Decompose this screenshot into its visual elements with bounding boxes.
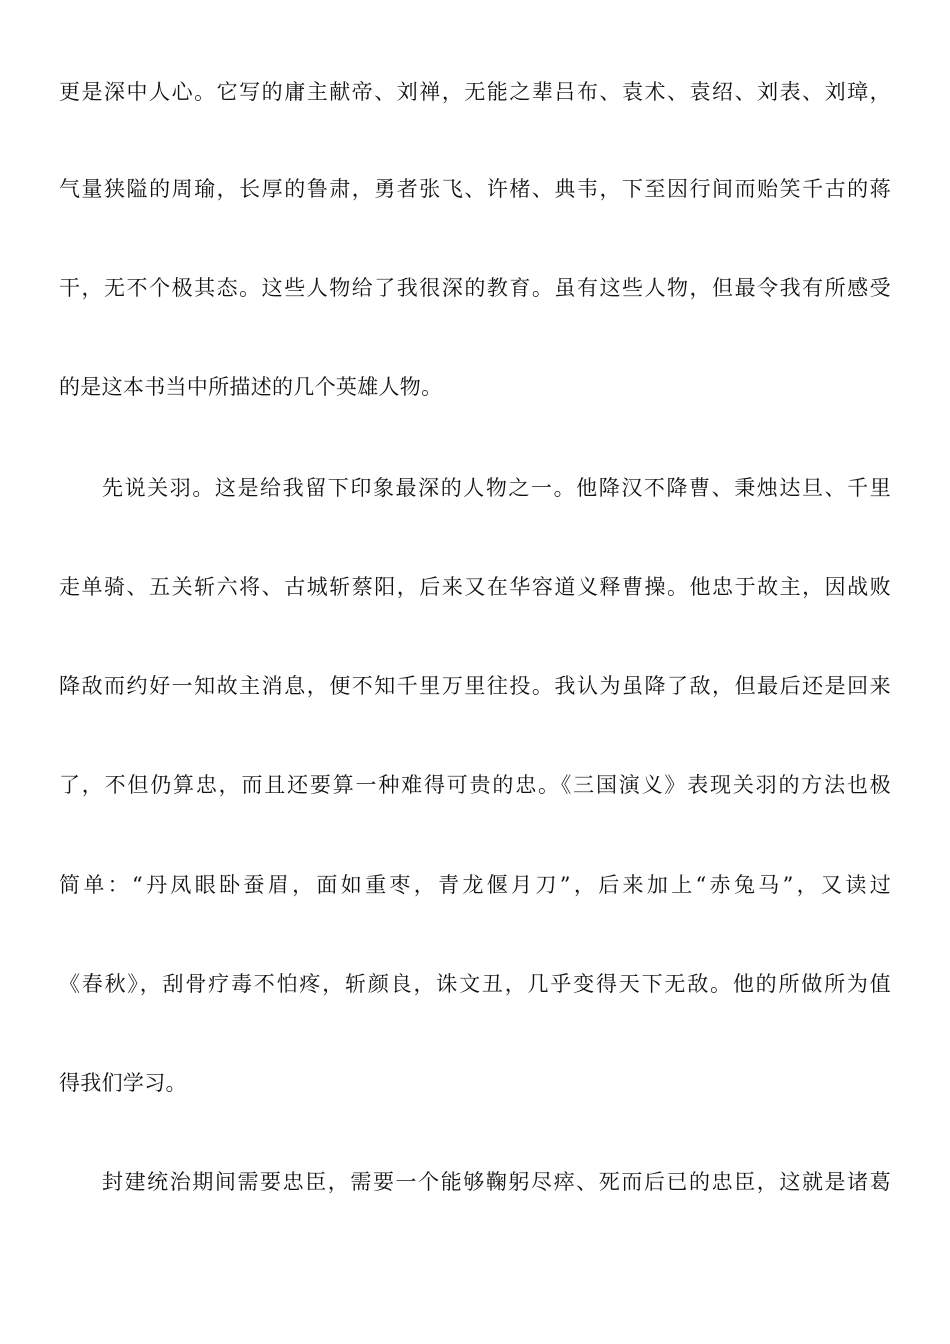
text-line-6: 走单骑、五关斩六将、古城斩蔡阳，后来又在华容道义释曹操。他忠于故主，因战败 <box>59 575 891 599</box>
text-line-3: 干，无不个极其态。这些人物给了我很深的教育。虽有这些人物，但最令我有所感受 <box>59 276 891 300</box>
text-line-2: 气量狭隘的周瑜，长厚的鲁肃，勇者张飞、许楮、典韦，下至因行间而贻笑千古的蒋 <box>59 177 891 201</box>
text-line-10: 《春秋》，刮骨疗毒不怕疼，斩颜良，诛文丑，几乎变得天下无敌。他的所做所为值 <box>59 972 891 996</box>
text-line-9: 简单：“丹凤眼卧蚕眉，面如重枣，青龙偃月刀”，后来加上“赤兔马”，又读过 <box>59 873 891 897</box>
text-line-5: 先说关羽。这是给我留下印象最深的人物之一。他降汉不降曹、秉烛达旦、千里 <box>102 476 891 500</box>
text-line-8: 了，不但仍算忠，而且还要算一种难得可贵的忠。《三国演义》表现关羽的方法也极 <box>59 773 891 797</box>
text-line-1: 更是深中人心。它写的庸主献帝、刘禅，无能之辈吕布、袁术、袁绍、刘表、刘璋， <box>59 80 891 104</box>
text-line-4: 的是这本书当中所描述的几个英雄人物。 <box>59 375 443 399</box>
text-line-11: 得我们学习。 <box>59 1071 187 1095</box>
text-line-12: 封建统治期间需要忠臣，需要一个能够鞠躬尽瘁、死而后已的忠臣，这就是诸葛 <box>102 1170 891 1194</box>
text-line-7: 降敌而约好一知故主消息，便不知千里万里往投。我认为虽降了敌，但最后还是回来 <box>59 674 891 698</box>
